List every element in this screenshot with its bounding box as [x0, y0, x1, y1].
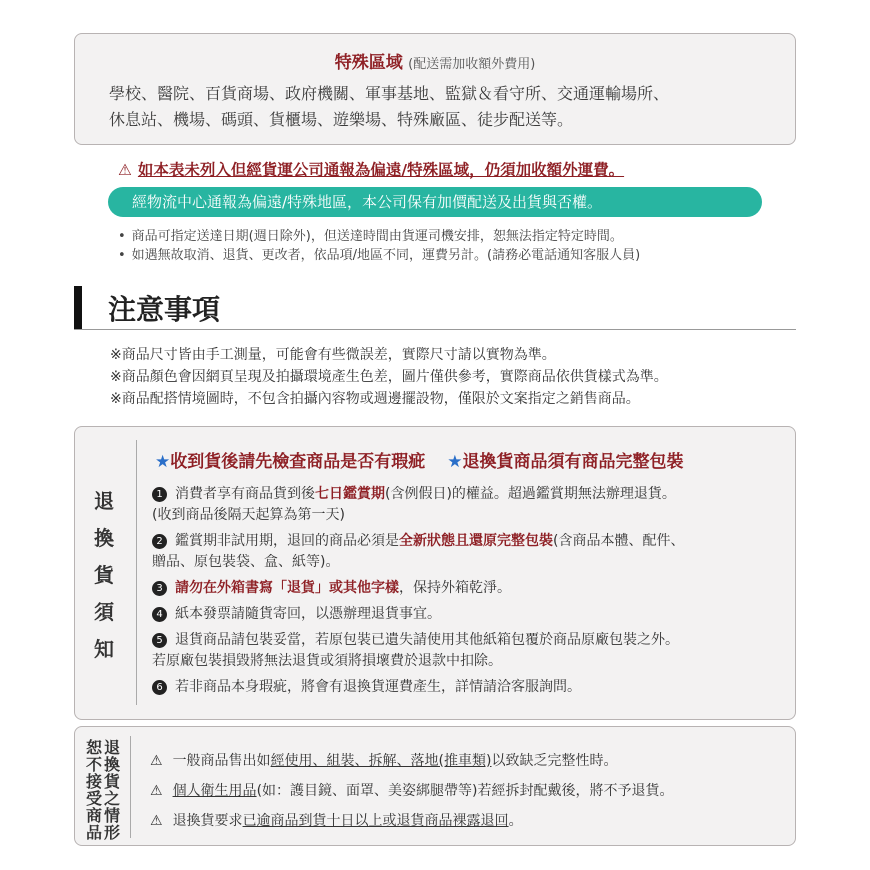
item-emphasis: 七日鑑賞期 [315, 486, 385, 502]
returns-side-title [92, 483, 116, 668]
side-char: 不 [86, 755, 103, 774]
returns-item [152, 531, 782, 573]
item-text: 若非商品本身瑕疵，將會有退換貨運費產生，詳情請洽客服詢問。 [175, 679, 581, 695]
number-badge: 6 [152, 680, 167, 695]
notice-line: ※商品尺寸皆由手工測量，可能會有些微誤差，實際尺寸請以實物為準。 [110, 347, 556, 363]
special-area-title-row [75, 48, 795, 73]
warning-icon: ⚠ [118, 161, 132, 179]
side-char: 恕 [86, 738, 103, 757]
returns-item [152, 677, 782, 698]
delivery-bullets [118, 227, 640, 265]
warning-icon: ⚠ [150, 783, 163, 799]
warning-text: 如本表未列入但經貨運公司通報為偏遠/特殊區域，仍須加收額外運費。 [137, 161, 625, 179]
special-area-line: 休息站、機場、碼頭、貨櫃場、遊樂場、特殊廠區、徒步配送等。 [109, 110, 574, 129]
side-char: 商 [86, 806, 103, 825]
item-emphasis: 請勿在外箱書寫「退貨」或其他字樣 [175, 580, 399, 596]
side-char: 形 [104, 823, 121, 842]
side-char: 貨 [94, 563, 114, 587]
side-char: 品 [86, 823, 103, 842]
side-char: 受 [86, 789, 103, 808]
refuse-items [150, 751, 674, 841]
number-badge: 1 [152, 487, 167, 502]
item-text: (如：護目鏡、面罩、美姿綁腿帶等)若經拆封配戴後，將不予退貨。 [256, 783, 674, 799]
item-text: (含商品本體、配件、 [553, 533, 685, 549]
item-text: ，保持外箱乾淨。 [399, 580, 511, 596]
notice-line: ※商品配搭情境圖時，不包含拍攝內容物或週邊擺設物，僅限於文案指定之銷售商品。 [110, 391, 640, 407]
side-char: 情 [104, 806, 121, 825]
item-text: 退貨商品請包裝妥當，若原包裝已遺失請使用其他紙箱包覆於商品原廠包裝之外。 [175, 632, 679, 648]
refuse-item [150, 781, 674, 802]
item-text: 紙本發票請隨貨寄回，以憑辦理退貨事宜。 [175, 606, 441, 622]
side-char: 換 [94, 526, 114, 550]
extra-fee-warning [118, 158, 624, 180]
notice-heading: 注意事項 [108, 293, 221, 326]
returns-item [152, 578, 782, 599]
returns-items [152, 484, 782, 703]
item-text: 一般商品售出如 [172, 753, 271, 769]
item-text: 若原廠包裝損毀將無法退貨或須將損壞費於退款中扣除。 [152, 653, 502, 669]
notice-lines [110, 344, 668, 410]
item-text: 。 [508, 813, 523, 829]
side-char: 接 [86, 772, 103, 791]
item-underline: 經使用、組裝、拆解、落地(推車類) [270, 753, 492, 769]
refuse-item [150, 811, 674, 832]
item-underline: 個人衛生用品 [172, 783, 257, 799]
returns-divider [136, 440, 137, 705]
notice-line: ※商品顏色會因網頁呈現及拍攝環境產生色差，圖片僅供參考，實際商品依供貨樣式為準。 [110, 369, 668, 385]
warning-icon: ⚠ [150, 753, 163, 769]
side-char: 換 [104, 755, 121, 774]
section-divider [74, 329, 796, 330]
bullet-item: • 如遇無故取消、退貨、更改者，依品項/地區不同，運費另計。(請務必電話通知客服人員) [118, 246, 640, 265]
star-icon: ★ [155, 452, 171, 472]
item-underline: 已逾商品到貨十日以上或退貨商品裸露退回 [242, 813, 509, 829]
item-text: 消費者享有商品貨到後 [175, 486, 315, 502]
item-text: (收到商品後隔天起算為第一天) [152, 507, 345, 523]
returns-item [152, 630, 782, 672]
special-area-list [109, 81, 795, 133]
refuse-side-col-right [104, 739, 120, 841]
special-area-box [74, 33, 796, 145]
item-text: 退換貨要求 [172, 813, 243, 829]
item-emphasis: 全新狀態且還原完整包裝 [399, 533, 553, 549]
number-badge: 5 [152, 633, 167, 648]
returns-item [152, 604, 782, 625]
item-text: 鑑賞期非試用期，退回的商品必須是 [175, 533, 399, 549]
side-char: 之 [104, 789, 121, 808]
item-text: 贈品、原包裝袋、盒、紙等)。 [152, 554, 340, 570]
side-char: 退 [94, 489, 114, 513]
headline-packaging: 退換貨商品須有商品完整包裝 [462, 452, 684, 472]
refuse-side-col-left [86, 739, 102, 841]
special-area-line: 學校、醫院、百貨商場、政府機關、軍事基地、監獄＆看守所、交通運輸場所、 [109, 84, 670, 103]
side-char: 貨 [104, 772, 121, 791]
side-char: 須 [94, 600, 114, 624]
section-marker [74, 286, 82, 329]
special-area-title: 特殊區域 [334, 53, 403, 73]
returns-item [152, 484, 782, 526]
special-area-subtitle: (配送需加收額外費用) [408, 57, 536, 72]
star-icon: ★ [447, 452, 463, 472]
item-text: (含例假日)的權益。超過鑑賞期無法辦理退貨。 [385, 486, 676, 502]
returns-headline [155, 447, 684, 472]
refuse-divider [130, 736, 131, 838]
item-text: 以致缺乏完整性時。 [491, 753, 618, 769]
side-char: 退 [104, 738, 121, 757]
refuse-item [150, 751, 674, 772]
number-badge: 2 [152, 534, 167, 549]
warning-icon: ⚠ [150, 813, 163, 829]
logistics-pill: 經物流中心通報為偏遠/特殊地區，本公司保有加價配送及出貨與否權。 [108, 187, 762, 217]
number-badge: 4 [152, 607, 167, 622]
headline-inspect: 收到貨後請先檢查商品是否有瑕疵 [170, 452, 426, 472]
bullet-item: • 商品可指定送達日期(週日除外)，但送達時間由貨運司機安排，恕無法指定特定時間。 [118, 227, 640, 246]
side-char: 知 [94, 637, 114, 661]
number-badge: 3 [152, 581, 167, 596]
